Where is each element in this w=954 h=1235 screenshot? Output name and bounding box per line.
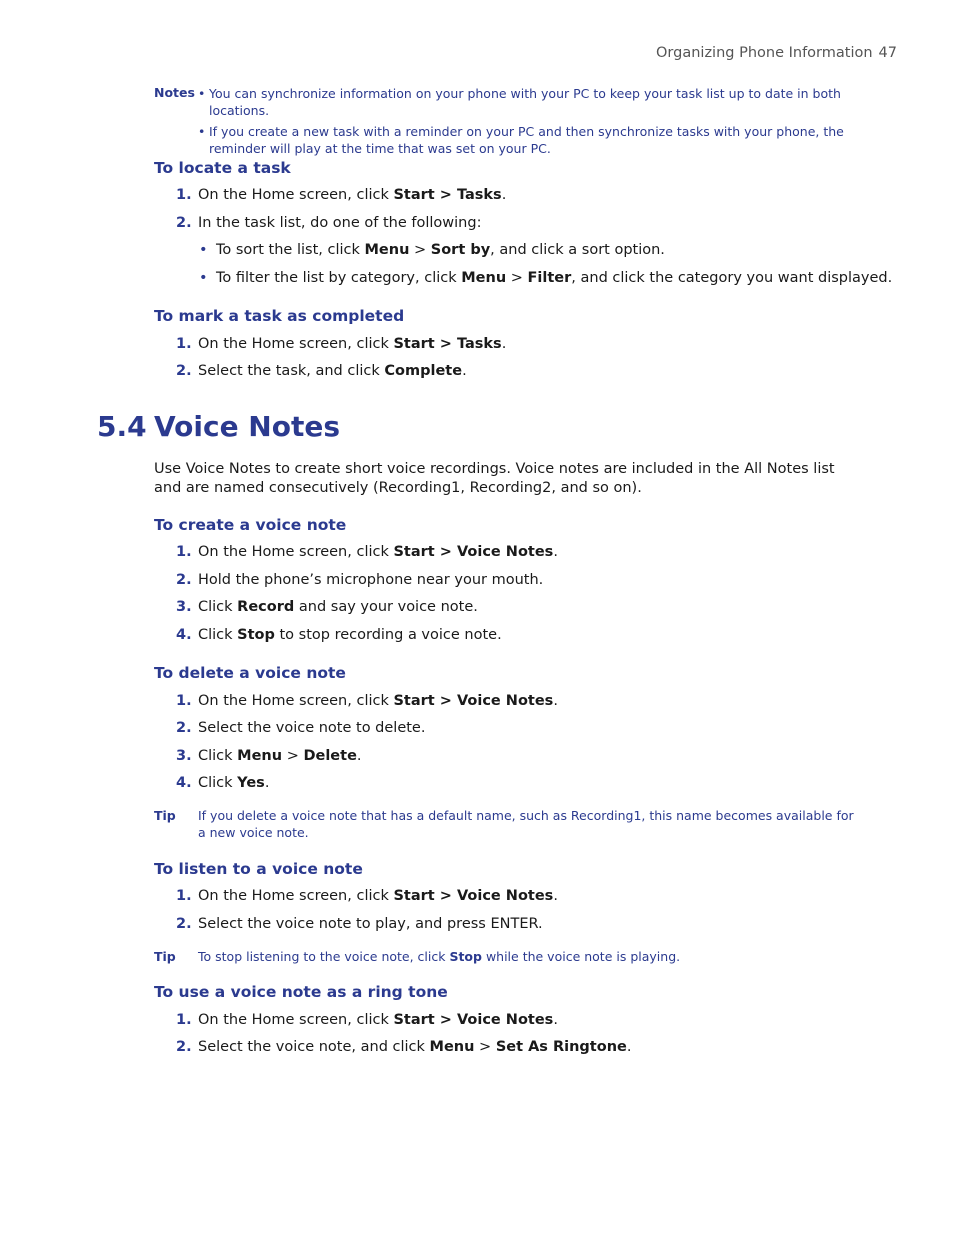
section-title: Voice Notes: [154, 410, 341, 443]
bullet-item: • To filter the list by category, click Menu > Filter, and click the category you want displayed.: [199, 270, 893, 286]
step-item: 1. On the Home screen, click Start > Voice Notes.: [176, 1012, 558, 1028]
step-item: 3. Click Record and say your voice note.: [176, 599, 478, 615]
tip-text: If you delete a voice note that has a default name, such as Recording1, this name becomes available for a new voice note.: [198, 808, 854, 840]
step-item: 3. Click Menu > Delete.: [176, 748, 362, 764]
step-item: 2. In the task list, do one of the following:: [176, 215, 482, 231]
step-item: 1. On the Home screen, click Start > Voice Notes.: [176, 544, 558, 560]
page-number: 47: [878, 45, 897, 61]
section-intro: Use Voice Notes to create short voice recordings. Voice notes are included in the All Notes list and are named consecutively (Recording1, Recording2, and so on).: [154, 461, 835, 496]
note-item: • If you create a new task with a reminder on your PC and then synchronize tasks with your phone, the reminder will play at the time that was set on your PC.: [199, 123, 874, 157]
chapter-title: Organizing Phone Information: [656, 45, 873, 61]
step-item: 2. Select the voice note, and click Menu > Set As Ringtone.: [176, 1039, 632, 1055]
step-item: 1. On the Home screen, click Start > Tasks.: [176, 336, 507, 352]
heading-delete-note: To delete a voice note: [154, 664, 346, 682]
step-item: 1. On the Home screen, click Start > Voice Notes.: [176, 888, 558, 904]
step-item: 4. Click Yes.: [176, 775, 270, 791]
tip-label: Tip: [154, 808, 176, 823]
step-item: 2. Hold the phone’s microphone near your mouth.: [176, 572, 544, 588]
note-item: • You can synchronize information on your phone with your PC to keep your task list up to date in both locations.: [199, 85, 874, 119]
heading-locate-task: To locate a task: [154, 159, 291, 177]
running-header: [656, 45, 897, 61]
step-item: 2. Select the voice note to delete.: [176, 720, 426, 736]
tip-label: Tip: [154, 949, 176, 964]
step-item: 1. On the Home screen, click Start > Tasks.: [176, 187, 507, 203]
section-number: 5.4: [97, 410, 147, 443]
heading-listen-note: To listen to a voice note: [154, 860, 363, 878]
notes-list: [154, 85, 874, 157]
step-item: 2. Select the voice note to play, and press ENTER.: [176, 916, 543, 932]
step-item: 1. On the Home screen, click Start > Voice Notes.: [176, 693, 558, 709]
step-item: 4. Click Stop to stop recording a voice note.: [176, 627, 502, 643]
tip-text: To stop listening to the voice note, click Stop while the voice note is playing.: [198, 949, 681, 964]
heading-mark-task: To mark a task as completed: [154, 307, 405, 325]
notes-block: [154, 85, 874, 161]
notes-label: Notes: [154, 85, 195, 100]
step-item: 2. Select the task, and click Complete.: [176, 363, 467, 379]
heading-ringtone: To use a voice note as a ring tone: [154, 983, 448, 1001]
heading-create-note: To create a voice note: [154, 516, 347, 534]
tip-block: [154, 807, 854, 841]
bullet-item: • To sort the list, click Menu > Sort by, and click a sort option.: [199, 242, 665, 258]
tip-block: [154, 948, 854, 965]
section-heading: [97, 410, 340, 443]
